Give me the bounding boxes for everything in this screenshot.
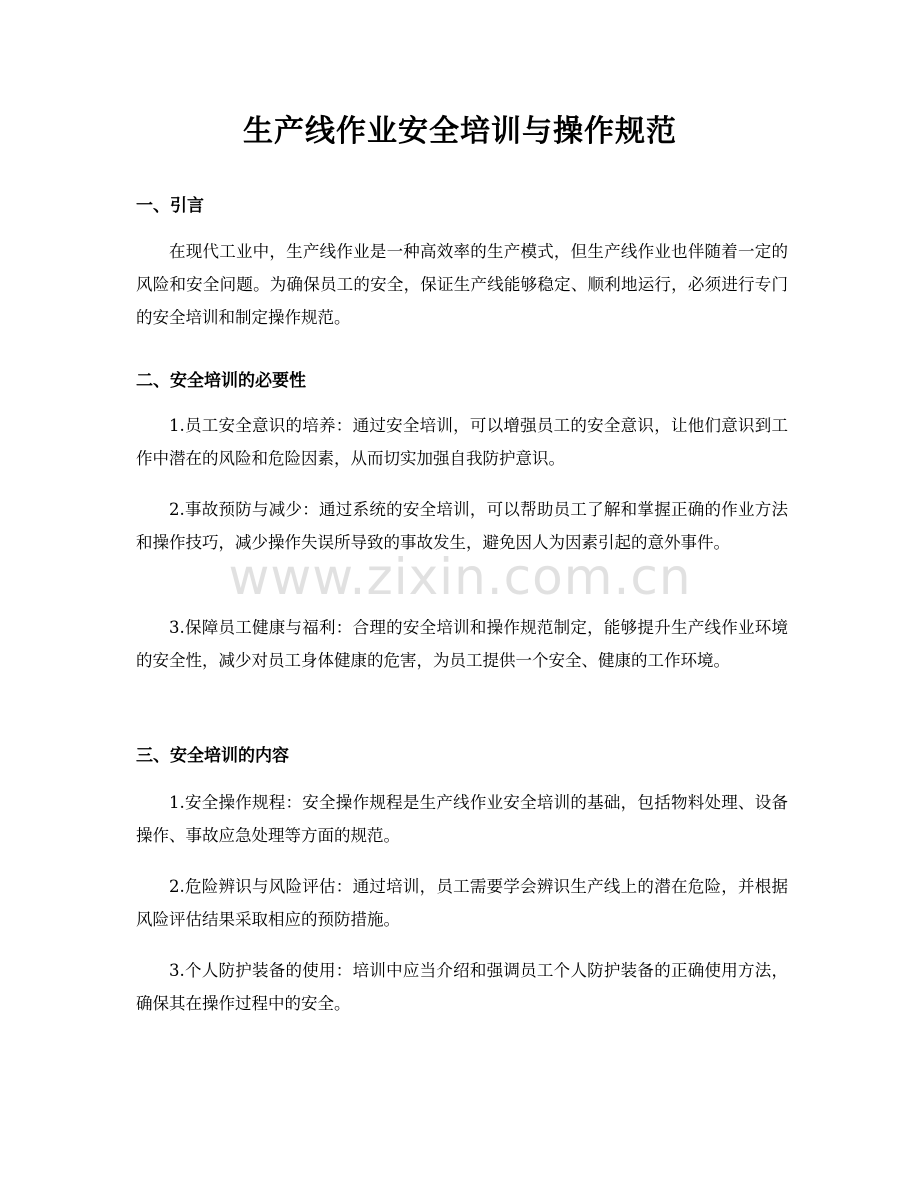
section-heading-necessity: 二、安全培训的必要性 [136, 371, 306, 391]
paragraph-necessity-1: 1.员工安全意识的培养：通过安全培训，可以增强员工的安全意识，让他们意识到工作中潜在的风险和危险因素，从而切实加强自我防护意识。 [136, 416, 788, 468]
section-heading-content: 三、安全培训的内容 [136, 746, 289, 766]
paragraph-necessity-3: 3.保障员工健康与福利：合理的安全培训和操作规范制定，能够提升生产线作业环境的安全性，减少对员工身体健康的危害，为员工提供一个安全、健康的工作环境。 [136, 618, 788, 670]
paragraph-necessity-2: 2.事故预防与减少：通过系统的安全培训，可以帮助员工了解和掌握正确的作业方法和操作技巧，减少操作失误所导致的事故发生，避免因人为因素引起的意外事件。 [136, 500, 788, 552]
document-title: 生产线作业安全培训与操作规范 [243, 114, 677, 149]
watermark-text: www.zixin.com.cn [228, 548, 692, 606]
section-heading-introduction: 一、引言 [136, 196, 204, 216]
paragraph-introduction: 在现代工业中，生产线作业是一种高效率的生产模式，但生产线作业也伴随着一定的风险和安全问题。为确保员工的安全，保证生产线能够稳定、顺利地运行，必须进行专门的安全培训和制定操作规范。 [136, 242, 788, 327]
paragraph-content-1: 1.安全操作规程：安全操作规程是生产线作业安全培训的基础，包括物料处理、设备操作、事故应急处理等方面的规范。 [136, 793, 788, 845]
paragraph-content-2: 2.危险辨识与风险评估：通过培训，员工需要学会辨识生产线上的潜在危险，并根据风险评估结果采取相应的预防措施。 [136, 877, 788, 929]
paragraph-content-3: 3.个人防护装备的使用：培训中应当介绍和强调员工个人防护装备的正确使用方法，确保其在操作过程中的安全。 [136, 961, 788, 1013]
